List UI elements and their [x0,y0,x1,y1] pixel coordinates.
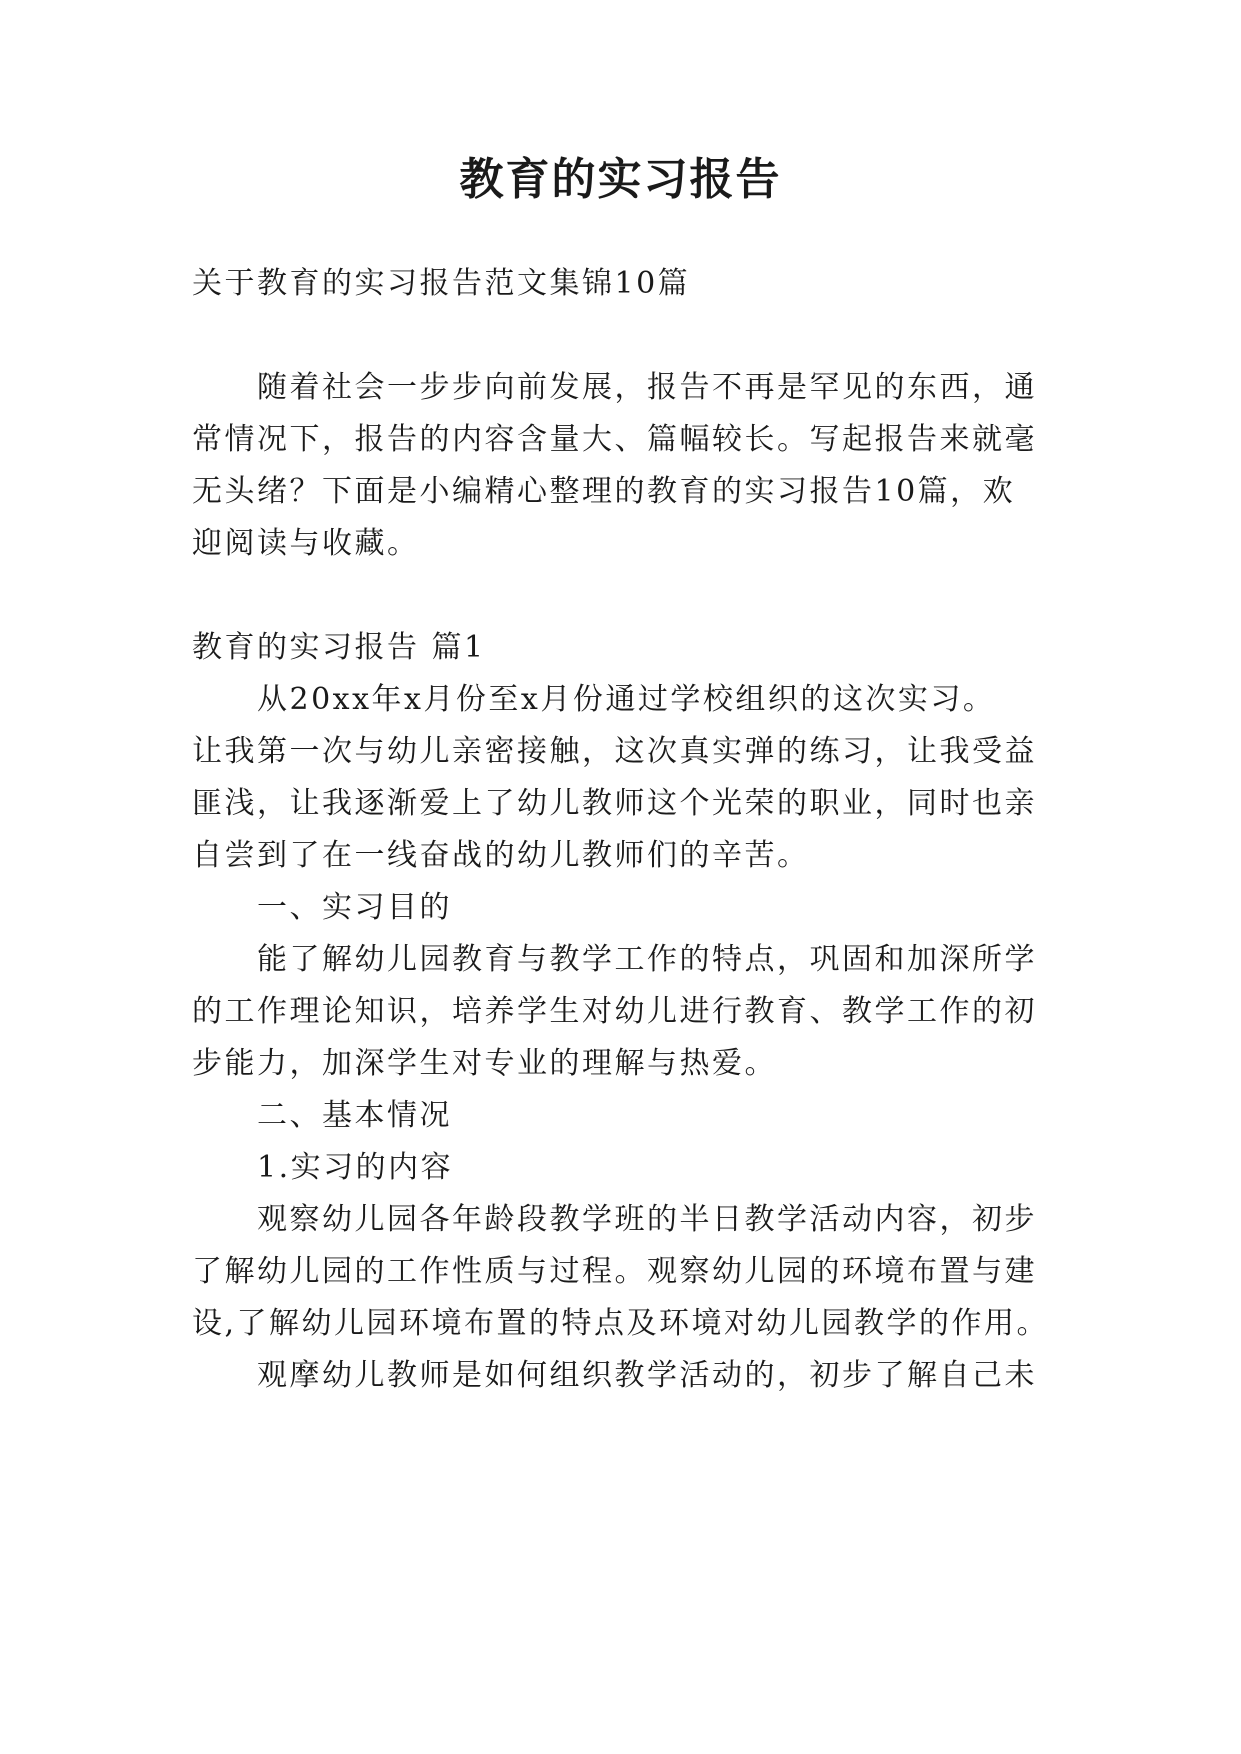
section-heading: 教育的实习报告 篇1 [192,630,486,665]
intro-line-3: 无头绪？下面是小编精心整理的教育的实习报告10篇，欢 [192,474,1016,509]
body-line-1: 从20xx年x月份至x月份通过学校组织的这次实习。 [257,682,996,717]
heading-basics: 二、基本情况 [257,1098,452,1133]
body-line-8: 观察幼儿园各年龄段教学班的半日教学活动内容，初步 [257,1202,1037,1237]
body-line-6: 的工作理论知识，培养学生对幼儿进行教育、教学工作的初 [192,994,1037,1029]
intro-line-1: 随着社会一步步向前发展，报告不再是罕见的东西，通 [257,370,1037,405]
body-line-11: 观摩幼儿教师是如何组织教学活动的，初步了解自己未 [257,1358,1037,1393]
intro-line-4: 迎阅读与收藏。 [192,526,420,561]
body-line-10: 设,了解幼儿园环境布置的特点及环境对幼儿园教学的作用。 [192,1306,1050,1341]
document-subtitle: 关于教育的实习报告范文集锦10篇 [192,266,691,301]
body-line-4: 自尝到了在一线奋战的幼儿教师们的辛苦。 [192,838,810,873]
document-title: 教育的实习报告 [459,154,782,205]
body-line-7: 步能力，加深学生对专业的理解与热爱。 [192,1046,777,1081]
body-line-2: 让我第一次与幼儿亲密接触，这次真实弹的练习，让我受益 [192,734,1037,769]
heading-purpose: 一、实习目的 [257,890,452,925]
body-line-9: 了解幼儿园的工作性质与过程。观察幼儿园的环境布置与建 [192,1254,1037,1289]
intro-line-2: 常情况下，报告的内容含量大、篇幅较长。写起报告来就毫 [192,422,1037,457]
heading-content: 1.实习的内容 [257,1150,454,1185]
body-line-3: 匪浅，让我逐渐爱上了幼儿教师这个光荣的职业，同时也亲 [192,786,1037,821]
body-line-5: 能了解幼儿园教育与教学工作的特点，巩固和加深所学 [257,942,1037,977]
